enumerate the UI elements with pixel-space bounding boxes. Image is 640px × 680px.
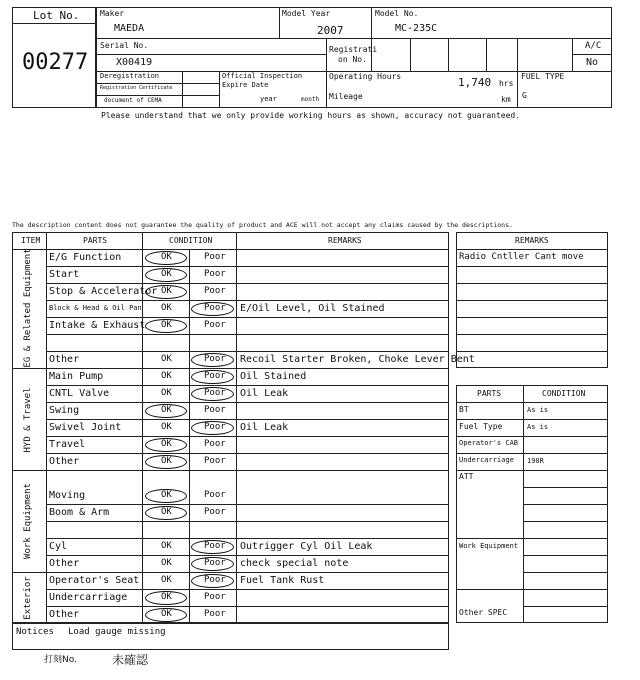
mileage-label: Mileage <box>329 92 363 101</box>
registration-label-2: on No. <box>338 55 367 64</box>
ac-value: No <box>586 57 599 68</box>
stamp-value: 未確認 <box>112 653 149 667</box>
registration-label-1: Registrati <box>329 45 378 54</box>
right-row-cond: As is <box>527 423 549 431</box>
row-remark: Fuel Tank Rust <box>240 575 325 586</box>
serial-label: Serial No. <box>100 41 149 50</box>
selection-circle <box>145 319 187 333</box>
fuel-type-value: G <box>522 91 527 100</box>
poor-option: Poor <box>204 286 226 296</box>
right-row-cond: As is <box>527 406 549 414</box>
ac-label: A/C <box>585 41 602 51</box>
poor-option: Poor <box>204 303 226 313</box>
poor-option: Poor <box>204 405 226 415</box>
disclaimer-description: The description content does not guarantee the quality of product and ACE will not accept any claims caused by the descriptions. <box>12 221 513 229</box>
selection-circle <box>145 285 187 299</box>
deregistration-label: Deregistration <box>100 72 160 80</box>
ok-option: OK <box>161 303 172 313</box>
selection-circle <box>145 268 187 282</box>
row-part: Block & Head & Oil Pan <box>49 304 142 312</box>
selection-circle <box>191 540 234 554</box>
inspection-label-1: Official Inspection <box>222 72 303 80</box>
group-label-work: Work Equipment <box>23 483 33 559</box>
col-condition-header: CONDITION <box>169 236 213 245</box>
col-remarks-header: REMARKS <box>328 236 362 245</box>
row-part: Start <box>49 269 80 280</box>
poor-option: Poor <box>204 269 226 279</box>
ok-option: OK <box>161 575 172 585</box>
right-remarks-text: Radio Cntller Cant move <box>459 252 584 262</box>
selection-circle <box>145 438 187 452</box>
poor-option: Poor <box>204 371 226 381</box>
registration-certificate-label: Registration Certificate <box>100 85 173 91</box>
row-part: Undercarriage <box>49 592 128 603</box>
hrs-unit: hrs <box>499 79 514 88</box>
row-part: Cyl <box>49 541 68 552</box>
ok-option: OK <box>161 269 172 279</box>
row-part: Other <box>49 609 80 620</box>
selection-circle <box>191 302 234 316</box>
selection-circle <box>191 574 234 588</box>
ok-option: OK <box>161 388 172 398</box>
ok-option: OK <box>161 507 172 517</box>
row-part: Swivel Joint <box>49 422 122 433</box>
serial-value: X00419 <box>116 57 153 68</box>
group-label-hyd: HYD & Travel <box>23 387 33 453</box>
row-remark: Recoil Starter Broken, Choke Lever Bent <box>240 354 475 365</box>
poor-option: Poor <box>204 541 226 551</box>
row-part: Moving <box>49 490 86 501</box>
model-no-label: Model No. <box>375 9 419 18</box>
fuel-type-label: FUEL TYPE <box>521 72 565 81</box>
poor-option: Poor <box>204 422 226 432</box>
right-row-part: Operator's CAB <box>459 439 519 447</box>
lot-label: Lot No. <box>33 9 80 22</box>
other-spec-label: Other SPEC <box>459 608 508 617</box>
right-row-part: BT <box>459 405 469 414</box>
row-part: Other <box>49 558 80 569</box>
right-remarks-header: REMARKS <box>515 236 549 245</box>
poor-option: Poor <box>204 609 226 619</box>
work-equipment-label: Work Equipment <box>459 542 519 550</box>
right-row-cond: 190R <box>527 457 544 465</box>
selection-circle <box>145 489 187 503</box>
row-part: Operator's Seat <box>49 575 140 586</box>
notices-label: Notices <box>16 627 54 637</box>
poor-option: Poor <box>204 456 226 466</box>
selection-circle <box>191 370 234 384</box>
col-parts-header: PARTS <box>83 236 108 245</box>
ok-option: OK <box>161 405 172 415</box>
ok-option: OK <box>161 354 172 364</box>
row-part: Swing <box>49 405 80 416</box>
row-remark: Outrigger Cyl Oil Leak <box>240 541 373 552</box>
right-col-parts: PARTS <box>477 389 502 398</box>
ok-option: OK <box>161 456 172 466</box>
poor-option: Poor <box>204 592 226 602</box>
right-col-condition: CONDITION <box>542 389 586 398</box>
selection-circle <box>191 557 234 571</box>
poor-option: Poor <box>204 354 226 364</box>
ok-option: OK <box>161 490 172 500</box>
right-row-part: Fuel Type <box>459 422 503 431</box>
row-part: Main Pump <box>49 371 104 382</box>
ok-option: OK <box>161 592 172 602</box>
selection-circle <box>145 251 187 265</box>
operating-hours-label: Operating Hours <box>329 72 402 81</box>
poor-option: Poor <box>204 320 226 330</box>
ok-option: OK <box>161 558 172 568</box>
poor-option: Poor <box>204 388 226 398</box>
ok-option: OK <box>161 439 172 449</box>
col-item-header: ITEM <box>21 236 41 245</box>
selection-circle <box>191 353 234 367</box>
row-remark: Oil Leak <box>240 388 289 399</box>
cema-document-label: document of CEMA <box>104 97 162 104</box>
ok-option: OK <box>161 371 172 381</box>
ok-option: OK <box>161 286 172 296</box>
model-year-value: 2007 <box>317 24 344 37</box>
row-part: Travel <box>49 439 86 450</box>
row-part: Stop & Accelerator <box>49 286 158 297</box>
ok-option: OK <box>161 252 172 262</box>
row-part: Other <box>49 456 80 467</box>
right-row-part: Undercarriage <box>459 456 514 464</box>
selection-circle <box>145 591 187 605</box>
row-remark: Oil Leak <box>240 422 289 433</box>
maker-value: MAEDA <box>114 23 145 34</box>
group-label-exterior: Exterior <box>23 576 33 620</box>
ok-option: OK <box>161 609 172 619</box>
row-part: E/G Function <box>49 252 122 263</box>
model-no-value: MC-235C <box>395 23 438 34</box>
disclaimer-hours: Please understand that we only provide working hours as shown, accuracy not guaranteed. <box>101 111 521 120</box>
row-part: CNTL Valve <box>49 388 110 399</box>
model-year-label: Model Year <box>282 9 331 18</box>
poor-option: Poor <box>204 252 226 262</box>
operating-hours-value: 1,740 <box>458 76 492 89</box>
row-part: Other <box>49 354 80 365</box>
notices-value: Load gauge missing <box>68 627 166 637</box>
selection-circle <box>145 404 187 418</box>
lot-number: 00277 <box>22 50 89 75</box>
selection-circle <box>145 608 187 622</box>
att-label: ATT <box>459 472 474 481</box>
km-unit: km <box>501 95 511 104</box>
inspection-year-label: year <box>260 95 277 103</box>
row-part: Intake & Exhaust <box>49 320 146 331</box>
row-remark: Oil Stained <box>240 371 307 382</box>
selection-circle <box>145 506 187 520</box>
selection-circle <box>191 387 234 401</box>
ok-option: OK <box>161 541 172 551</box>
ok-option: OK <box>161 422 172 432</box>
poor-option: Poor <box>204 490 226 500</box>
inspection-month-label: month <box>301 96 320 103</box>
selection-circle <box>145 455 187 469</box>
poor-option: Poor <box>204 575 226 585</box>
row-part: Boom & Arm <box>49 507 110 518</box>
inspection-label-2: Expire Date <box>222 81 269 89</box>
row-remark: check special note <box>240 558 349 569</box>
poor-option: Poor <box>204 558 226 568</box>
selection-circle <box>191 421 234 435</box>
group-label-eg: EG & Related Equipment <box>23 248 33 368</box>
poor-option: Poor <box>204 507 226 517</box>
row-remark: E/Oil Level, Oil Stained <box>240 303 385 314</box>
stamp-label: 打刻No. <box>44 655 77 665</box>
ok-option: OK <box>161 320 172 330</box>
maker-label: Maker <box>100 9 125 18</box>
poor-option: Poor <box>204 439 226 449</box>
